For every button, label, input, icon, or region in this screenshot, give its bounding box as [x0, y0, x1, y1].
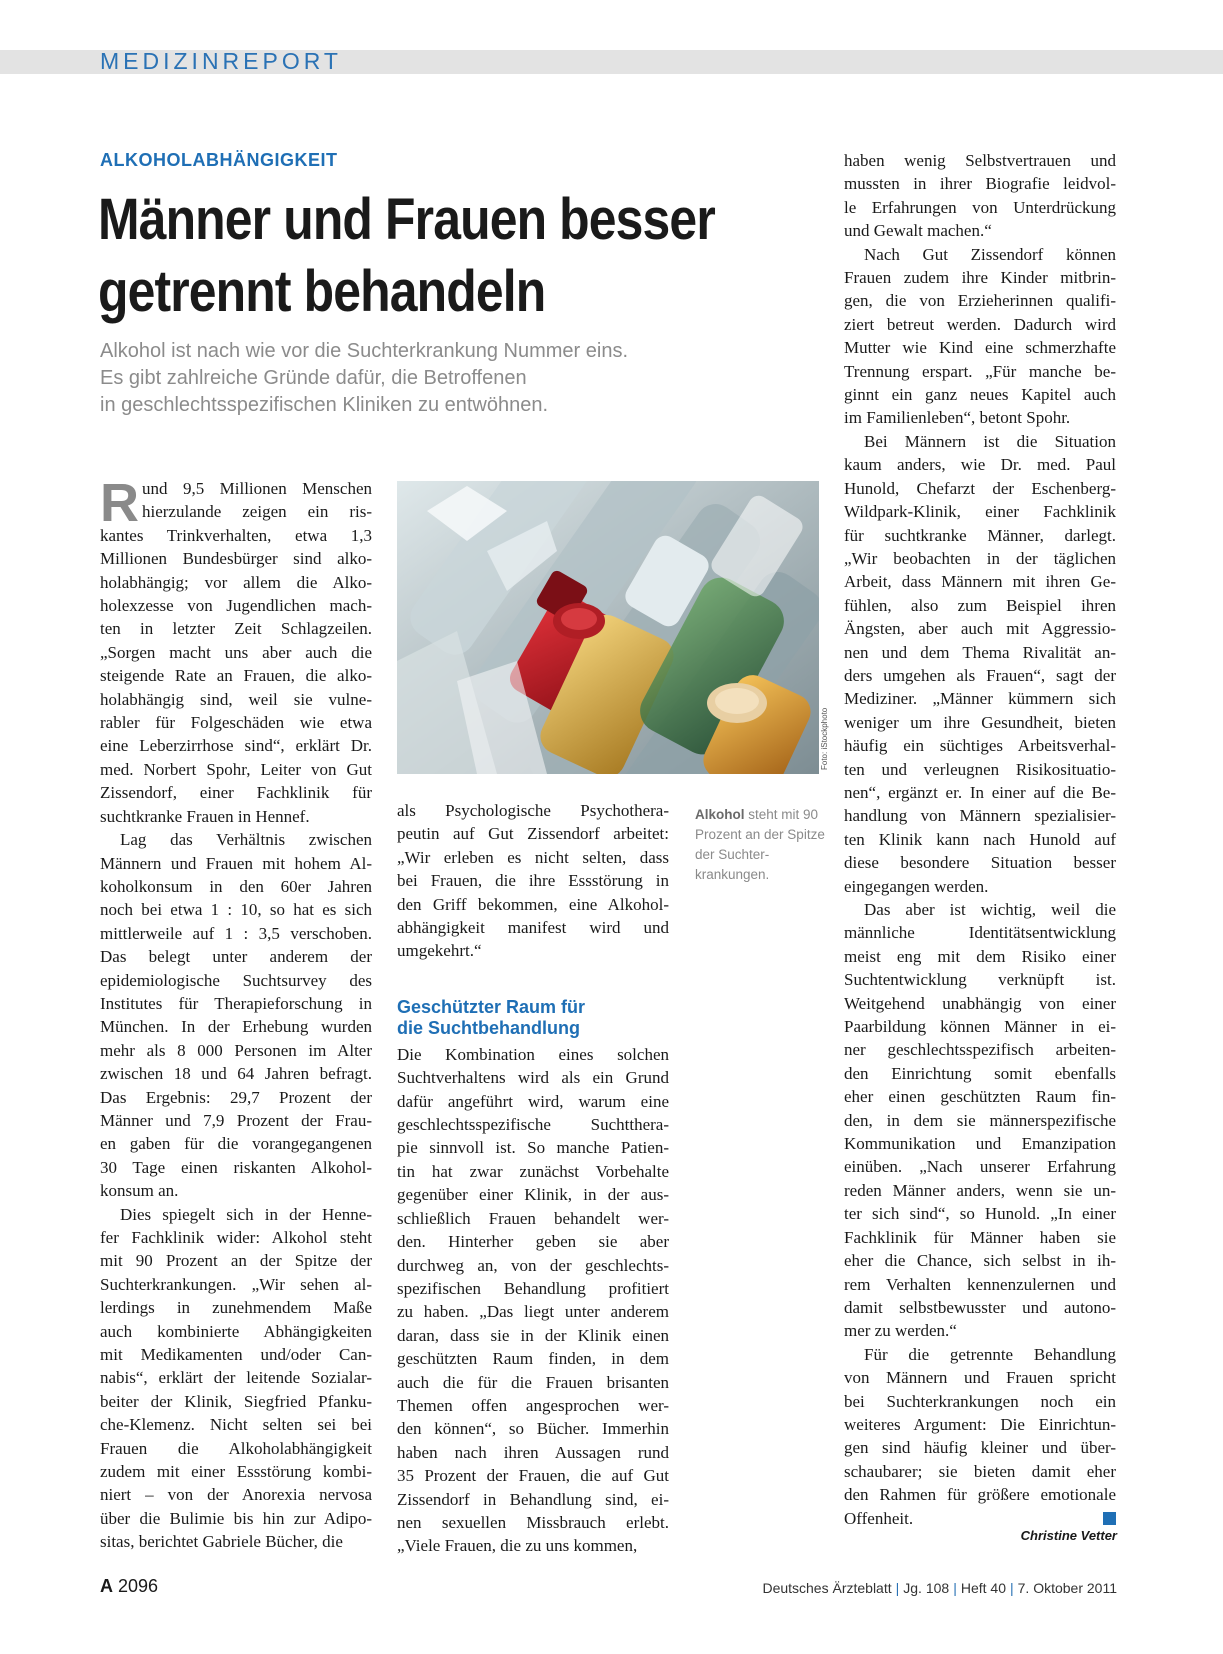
text-line: mer zu werden.“	[844, 1321, 957, 1341]
text-line: Arbeit, dass Männern mit ihren Ge-	[844, 572, 1116, 592]
text-line: geschlechtsspezifische Suchtthera-	[397, 1115, 669, 1135]
text-line: ten und verleugnen Risikosituatio-	[844, 759, 1116, 779]
text-line: Kommunikation und Emanzipation	[844, 1134, 1116, 1154]
article-kicker: ALKOHOLABHÄNGIGKEIT	[100, 150, 338, 170]
text-line: männliche Identitätsentwicklung	[844, 923, 1116, 943]
text-line: Suchterkrankungen. „Wir sehen al-	[100, 1274, 372, 1294]
text-line: fühlen, also zum Beispiel ihren	[844, 595, 1116, 615]
text-line: fer Fachklinik wider: Alkohol steht	[100, 1228, 372, 1247]
text-line: spezifischen Behandlung profitiert	[397, 1278, 669, 1298]
bottles-photo	[397, 481, 819, 774]
text-line: einüben. „Nach unserer Erfahrung	[844, 1157, 1116, 1177]
paragraph	[100, 473, 372, 828]
text-line: koholkonsum in den 60er Jahren	[100, 876, 372, 896]
text-line: eher die Chance, sich selbst in ih-	[844, 1251, 1116, 1271]
text-line: tin hat zwar zunächst Vorbehalte	[397, 1161, 669, 1181]
body-column-2	[397, 799, 669, 1558]
text-line: rabler für Folgeschäden wie etwa	[100, 713, 372, 733]
article-lead	[100, 338, 740, 419]
footer-separator: |	[895, 1580, 900, 1596]
caption-text: steht mit 90 Prozent an der Spitze der Suchter-krankungen.	[695, 807, 825, 882]
headline-line: Männer und Frauen besser	[98, 187, 715, 252]
text-line: diese besondere Situation besser	[844, 853, 1116, 873]
text-line: pie sinnvoll ist. So manche Patien-	[397, 1138, 669, 1158]
text-line: hierzulande zeigen ein ris-	[142, 502, 372, 522]
text-line: Hunold, Chefarzt der Eschenberg-	[844, 478, 1116, 498]
text-line: dafür angeführt wird, warum eine	[397, 1091, 669, 1111]
body-column-1	[100, 473, 372, 1554]
text-line: Frauen die Alkoholabhängigkeit	[100, 1438, 372, 1458]
text-line: eine Leberzirrhose sind“, erklärt Dr.	[100, 736, 372, 756]
journal-name: Deutsches Ärzteblatt	[762, 1580, 892, 1596]
text-line: Dies spiegelt sich in der Henne-	[120, 1204, 372, 1224]
text-line: med. Norbert Spohr, Leiter von Gut	[100, 759, 372, 779]
paragraph	[844, 1343, 1116, 1530]
dropcap: R	[100, 473, 139, 533]
section-title: MEDIZINREPORT	[100, 48, 342, 74]
text-line: Zissendorf, einer Fachklinik für	[100, 783, 372, 803]
text-line: München. In der Erhebung wurden	[100, 1017, 372, 1037]
text-line: auch die für die Frauen brisanten	[397, 1372, 669, 1392]
text-line: bei Suchterkrankungen noch ein	[844, 1391, 1116, 1411]
text-line: damit selbstbewusster und autono-	[844, 1297, 1116, 1317]
text-line: den. Hinterher geben sie aber	[397, 1232, 669, 1252]
text-line: von Männern und Frauen spricht	[844, 1368, 1116, 1388]
article-author: Christine Vetter	[1020, 1528, 1117, 1543]
photo-caption	[695, 805, 825, 885]
paragraph	[844, 243, 1116, 430]
text-line: nen“, ergänzt er. In einer auf die Be-	[844, 782, 1116, 802]
text-line: über die Bulimie bis hin zur Adipo-	[100, 1508, 372, 1528]
body-column-3	[844, 149, 1116, 1530]
article-headline	[98, 184, 715, 328]
caption-lead: Alkohol	[695, 807, 745, 822]
lead-line: Es gibt zahlreiche Gründe dafür, die Betroffenen	[100, 367, 527, 389]
page-number	[100, 1576, 158, 1597]
text-line: che-Klemenz. Nicht selten sei bei	[100, 1415, 372, 1435]
text-line: „Wir beobachten in der täglichen	[844, 548, 1116, 568]
paragraph	[100, 828, 372, 1203]
footer-separator: |	[1009, 1580, 1014, 1596]
lead-line: in geschlechtsspezifischen Kliniken zu entwöhnen.	[100, 394, 549, 416]
text-line: auch kombinierte Abhängigkeiten	[100, 1321, 372, 1341]
text-line: Suchtverhaltens wird als ein Grund	[397, 1068, 669, 1088]
text-line: noch bei etwa 1 : 10, so hat es sich	[100, 900, 372, 920]
text-line: rem Verhalten kennenzulernen und	[844, 1274, 1116, 1294]
text-line: im Familienleben“, betont Spohr.	[844, 408, 1071, 428]
text-line: „Wir erleben es nicht selten, dass	[397, 847, 669, 867]
text-line: mehr als 8 000 Personen im Alter	[100, 1040, 372, 1060]
text-line: gegenüber einer Klinik, in der aus-	[397, 1185, 669, 1205]
text-line: zwischen 18 und 64 Jahren befragt.	[100, 1064, 372, 1084]
text-line: Die Kombination eines solchen	[397, 1044, 669, 1064]
text-line: Suchtentwicklung verknüpft ist.	[844, 970, 1116, 990]
paragraph	[397, 1043, 669, 1558]
text-line: Das belegt unter anderem der	[100, 947, 372, 967]
text-line: und 9,5 Millionen Menschen	[142, 479, 372, 498]
text-line: nen und dem Thema Rivalität an-	[844, 642, 1116, 662]
text-line: Millionen Bundesbürger sind alko-	[100, 549, 372, 569]
text-line: 30 Tage einen riskanten Alkohol-	[100, 1157, 372, 1177]
end-mark-icon	[1103, 1512, 1116, 1525]
headline-line: getrennt behandeln	[98, 259, 546, 324]
text-line: Ängsten, aber auch mit Aggressio-	[844, 619, 1116, 639]
text-line: Mediziner. „Männer kümmern sich	[844, 689, 1116, 709]
journal-issue: Heft 40	[960, 1580, 1006, 1596]
text-line: mit 90 Prozent an der Spitze der	[100, 1251, 372, 1271]
text-line: eingegangen werden.	[844, 876, 989, 896]
text-line: suchtkranke Frauen in Hennef.	[100, 806, 310, 826]
subheading-line: Geschützter Raum für	[397, 996, 586, 1017]
text-line: ziert betreut werden. Dadurch wird	[844, 314, 1116, 334]
text-line: nen sexuellen Missbrauch erlebt.	[397, 1512, 669, 1532]
text-line: Nach Gut Zissendorf können	[864, 244, 1116, 264]
text-line: ders umgehen als Frauen“, sagt der	[844, 665, 1116, 685]
text-line: reden Männer anders, wenn sie un-	[844, 1180, 1116, 1200]
text-line: niert – von der Anorexia nervosa	[100, 1485, 372, 1505]
text-line: kaum anders, wie Dr. med. Paul	[844, 455, 1116, 475]
text-line: Lag das Verhältnis zwischen	[120, 830, 372, 850]
text-line: holabhängig; vor allem die Alko-	[100, 572, 372, 592]
page-number-value: 2096	[118, 1576, 159, 1596]
text-line: handlung von Männern spezialisier-	[844, 806, 1116, 826]
text-line: sitas, berichtet Gabriele Bücher, die	[100, 1532, 343, 1552]
text-line: Wildpark-Klinik, einer Fachklinik	[844, 502, 1116, 522]
text-line: Männern und Frauen mit hohem Al-	[100, 853, 372, 873]
text-line: epidemiologische Suchtsurvey des	[100, 970, 372, 990]
text-line: mittlerweile auf 1 : 3,5 verschoben.	[100, 923, 372, 943]
text-line: Männer und 7,9 Prozent der Frau-	[100, 1110, 372, 1130]
text-line: Trennung erspart. „Für manche be-	[844, 361, 1116, 381]
journal-volume: Jg. 108	[903, 1580, 950, 1596]
footer-separator: |	[953, 1580, 957, 1596]
journal-footer	[762, 1580, 1117, 1596]
text-line: steigende Rate an Frauen, die alko-	[100, 666, 372, 686]
paragraph	[100, 1203, 372, 1554]
text-line: 35 Prozent der Frauen, die auf Gut	[397, 1466, 669, 1486]
text-line: Mutter wie Kind eine schmerzhafte	[844, 338, 1116, 358]
text-line: den Einrichtung somit ebenfalls	[844, 1063, 1116, 1083]
text-line: als Psychologische Psychothera-	[397, 801, 669, 820]
text-line: Offenheit.	[844, 1507, 1116, 1530]
text-line: ner geschlechtsspezifisch arbeiten-	[844, 1040, 1116, 1060]
page-prefix: A	[100, 1576, 113, 1596]
text-line: Bei Männern ist die Situation	[864, 431, 1116, 451]
text-line: nabis“, erklärt der leitende Sozialar-	[100, 1368, 372, 1388]
text-line: haben wenig Selbstvertrauen und	[844, 151, 1116, 170]
text-line: Das Ergebnis: 29,7 Prozent der	[100, 1087, 372, 1107]
text-line: Für die getrennte Behandlung	[864, 1344, 1116, 1364]
journal-date: 7. Oktober 2011	[1017, 1580, 1117, 1596]
paragraph	[397, 799, 669, 963]
bottles-illustration	[397, 481, 819, 774]
text-line: Das aber ist wichtig, weil die	[864, 900, 1116, 919]
text-line: lerdings in zunehmendem Maße	[100, 1298, 372, 1318]
text-line: Zissendorf in Behandlung sind, ei-	[397, 1489, 669, 1509]
paragraph	[844, 430, 1116, 898]
text-line: den Griff bekommen, eine Alkohol-	[397, 894, 669, 914]
paragraph	[844, 149, 1116, 243]
text-line: en gaben für die vorangegangenen	[100, 1134, 372, 1154]
text-line: holexzesse von Jugendlichen mach-	[100, 596, 372, 616]
text-line: und Gewalt machen.“	[844, 221, 992, 241]
text-line: abhängigkeit manifest wird und	[397, 918, 669, 938]
lead-line: Alkohol ist nach wie vor die Suchterkrankung Nummer eins.	[100, 340, 629, 362]
text-line: le Erfahrungen von Unterdrückung	[844, 197, 1116, 217]
text-line: häufig ein süchtiges Arbeitsverhal-	[844, 736, 1116, 756]
text-line: ginnt ein ganz neues Kapitel auch	[844, 385, 1116, 405]
text-line: ter sich sind“, so Hunold. „In einer	[844, 1204, 1116, 1224]
text-line: geschützten Raum finden, in dem	[397, 1349, 669, 1369]
text-line: haben nach ihren Aussagen rund	[397, 1442, 669, 1462]
photo-credit: Foto: iStockphoto	[820, 707, 829, 770]
text-line: Frauen zudem ihre Kinder mitbrin-	[844, 268, 1116, 288]
text-line: „Viele Frauen, die zu uns kommen,	[397, 1536, 638, 1556]
text-line: Fachklinik für Männer haben sie	[844, 1227, 1116, 1247]
text-line: gen, die von Erzieherinnen qualifi-	[844, 291, 1116, 311]
paragraph	[844, 898, 1116, 1343]
text-line: für suchtkranke Männer, darlegt.	[844, 525, 1116, 545]
text-line: gen sind häufig kleiner und über-	[844, 1438, 1116, 1458]
text-line: meist eng mit dem Risiko einer	[844, 946, 1116, 966]
text-line: peutin auf Gut Zissendorf arbeitet:	[397, 824, 669, 844]
text-line: „Sorgen macht uns aber auch die	[100, 642, 372, 662]
text-line: Weitgehend unabhängig von einer	[844, 993, 1116, 1013]
text-line: ten Klinik kann nach Hunold auf	[844, 829, 1116, 849]
text-line: holabhängig sind, weil sie vulne-	[100, 689, 372, 709]
text-line: den, in dem sie männerspezifische	[844, 1110, 1116, 1130]
text-line: schließlich Frauen behandelt wer-	[397, 1208, 669, 1228]
text-line: durchweg an, von der geschlechts-	[397, 1255, 669, 1275]
text-line: daran, dass sie in der Klinik einen	[397, 1325, 669, 1345]
text-line: umgekehrt.“	[397, 941, 482, 961]
text-line: mussten in ihrer Biografie leidvol-	[844, 174, 1116, 194]
text-line: bei Frauen, die ihre Essstörung in	[397, 871, 669, 891]
text-line: weiteres Argument: Die Einrichtun-	[844, 1414, 1116, 1434]
text-line: eher einen geschützten Raum fin-	[844, 1087, 1116, 1107]
text-line: schaubarer; sie bieten damit eher	[844, 1461, 1116, 1481]
text-line: weniger um ihre Gesundheit, bieten	[844, 712, 1116, 732]
text-line: beiter der Klinik, Siegfried Pfanku-	[100, 1391, 372, 1411]
text-line: mit Medikamenten und/oder Can-	[100, 1345, 372, 1365]
text-line: den Rahmen für größere emotionale	[844, 1485, 1116, 1505]
subheading-line: die Suchtbehandlung	[397, 1017, 580, 1038]
subheading	[397, 997, 669, 1039]
text-line: den können“, so Bücher. Immerhin	[397, 1419, 669, 1439]
text-line: Paarbildung können Männer in ei-	[844, 1017, 1116, 1037]
text-line: zu haben. „Das liegt unter anderem	[397, 1302, 669, 1322]
text-line: Themen offen angesprochen wer-	[397, 1395, 669, 1415]
text-line: Institutes für Therapieforschung in	[100, 993, 372, 1013]
text-line: konsum an.	[100, 1181, 179, 1201]
text-line: zudem mit einer Essstörung kombi-	[100, 1462, 372, 1482]
text-line: ten in letzter Zeit Schlagzeilen.	[100, 619, 372, 639]
text-line: kantes Trinkverhalten, etwa 1,3	[100, 525, 372, 545]
